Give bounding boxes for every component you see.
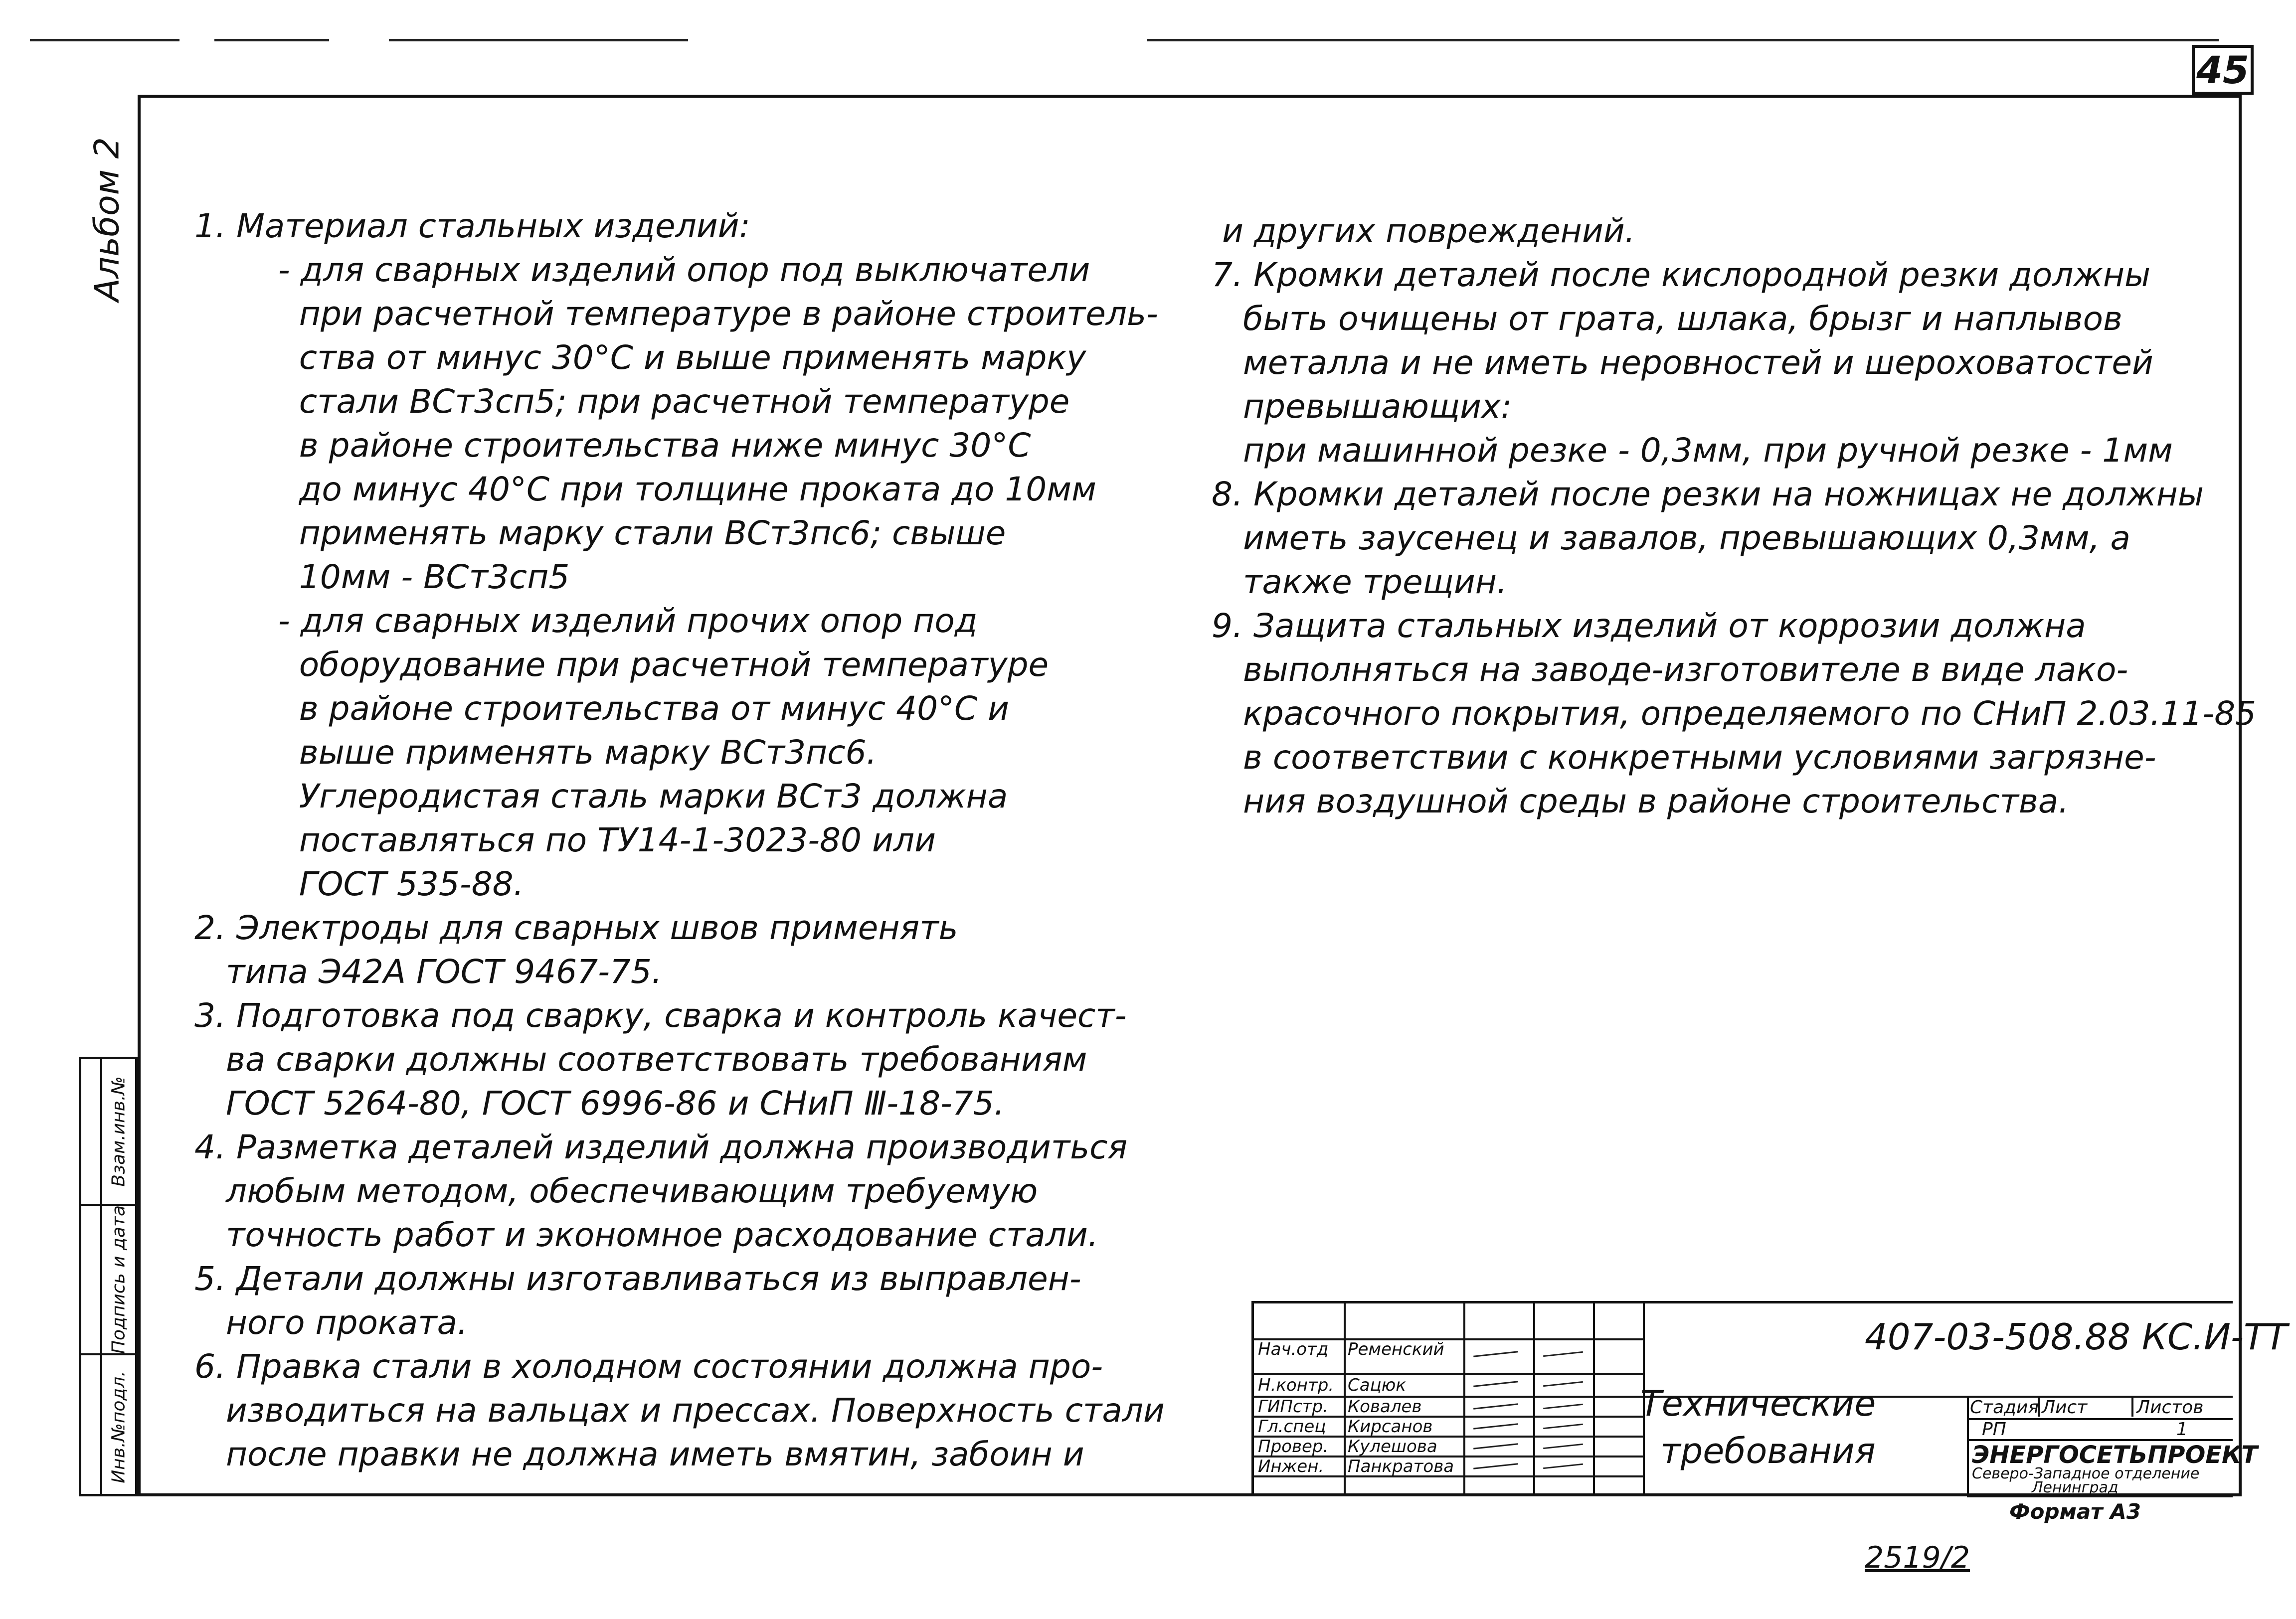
requirement-line: 6. Правка стали в холодном состоянии должна про- (194, 1347, 1103, 1386)
signature (1473, 1403, 1518, 1409)
date-mark (1543, 1381, 1583, 1387)
side-cell-inv: Инв.№подл. (102, 1353, 135, 1499)
requirement-line: применять марку стали ВСт3пс6; свыше (194, 514, 1006, 552)
scan-edge-line (214, 39, 329, 41)
requirement-line: стали ВСт3сп5; при расчетной температуре (194, 382, 1070, 421)
side-stamp-label-column (102, 1059, 135, 1494)
role-label: Провер. (1258, 1437, 1329, 1457)
requirement-line: в районе строительства от минус 40°С и (194, 689, 1010, 728)
requirement-line: ного проката. (194, 1303, 468, 1342)
person-name: Сацюк (1348, 1375, 1406, 1395)
requirement-line: также трещин. (1212, 563, 1507, 601)
date-mark (1543, 1444, 1583, 1449)
requirement-line: быть очищены от грата, шлака, брызг и наплывов (1212, 300, 2122, 338)
requirement-line: 7. Кромки деталей после кислородной резки должны (1212, 256, 2151, 294)
requirement-line: поставляться по ТУ14-1-3023-80 или (194, 821, 936, 859)
requirement-line: ния воздушной среды в районе строительства. (1212, 782, 2069, 820)
document-number: 407-03-508.88 КС.И-ТТ (1865, 1316, 2288, 1358)
role-label: Нач.отд (1258, 1339, 1329, 1359)
side-cell-sign: Подпись и дата (102, 1204, 135, 1353)
side-cell-replace: Взам.инв.№ (108, 1076, 129, 1187)
role-label: ГИПстр. (1258, 1397, 1328, 1417)
signature (1473, 1423, 1518, 1429)
page-number: 45 (2192, 45, 2254, 95)
signature (1473, 1463, 1518, 1469)
role-label: Н.контр. (1258, 1375, 1334, 1395)
date-mark (1543, 1463, 1583, 1469)
requirement-line: 2. Электроды для сварных швов применять (194, 909, 958, 947)
requirement-line: изводиться на вальцах и прессах. Поверхность стали (194, 1391, 1165, 1430)
person-name: Кирсанов (1348, 1417, 1433, 1437)
requirement-line: выполняться на заводе-изготовителе в виде лако- (1212, 650, 2128, 689)
scan-edge-line (30, 39, 179, 41)
requirement-line: 8. Кромки деталей после резки на ножницах не должны (1212, 475, 2204, 513)
date-mark (1543, 1424, 1583, 1429)
role-label: Гл.спец (1258, 1417, 1326, 1437)
requirement-line: 1. Материал стальных изделий: (194, 207, 750, 245)
requirements-right-column (1212, 209, 2256, 823)
requirement-line: до минус 40°С при толщине проката до 10мм (194, 470, 1096, 508)
album-label: Альбом 2 (87, 137, 127, 302)
person-name: Кулешова (1348, 1437, 1437, 1457)
side-stamp (79, 1057, 138, 1496)
sheets-header: Листов (2136, 1397, 2204, 1418)
sheet-header: Лист (2042, 1397, 2088, 1418)
stage-value: РП (1982, 1419, 2006, 1440)
date-mark (1543, 1404, 1583, 1409)
signature (1473, 1351, 1518, 1357)
person-name: Ременский (1348, 1339, 1444, 1359)
date-mark (1543, 1351, 1583, 1357)
requirement-line: - для сварных изделий прочих опор под (194, 602, 978, 640)
requirement-line: 9. Защита стальных изделий от коррозии должна (1212, 607, 2086, 645)
requirement-line: при расчетной температуре в районе строитель- (194, 295, 1158, 333)
person-name: Ковалев (1348, 1397, 1422, 1417)
requirements-left-column (194, 204, 1165, 1476)
requirement-line: после правки не должна иметь вмятин, забоин и (194, 1435, 1084, 1473)
requirement-line: красочного покрытия, определяемого по СНиП 2.03.11-85 (1212, 694, 2257, 733)
sheets-value: 1 (2176, 1419, 2188, 1440)
signature (1473, 1381, 1518, 1387)
requirement-line: ГОСТ 5264-80, ГОСТ 6996-86 и СНиП Ⅲ-18-75. (194, 1084, 1005, 1123)
side-stamp-blank-column (81, 1059, 102, 1494)
requirement-line: и других повреждений. (1212, 212, 1635, 250)
side-cell (81, 1353, 100, 1499)
side-cell (81, 1204, 100, 1353)
person-name: Панкратова (1348, 1457, 1454, 1476)
requirement-line: 5. Детали должны изготавливаться из выправлен- (194, 1260, 1081, 1298)
document-title-line: требования (1660, 1431, 1876, 1471)
scan-edge-line (1147, 39, 2219, 41)
requirement-line: превышающих: (1212, 387, 1512, 426)
requirement-line: ства от минус 30°С и выше применять марку (194, 338, 1086, 377)
requirement-line: точность работ и экономное расходование стали. (194, 1216, 1098, 1254)
format-label: Формат А3 (2009, 1499, 2141, 1524)
scan-edge-line (389, 39, 688, 41)
requirement-line: - для сварных изделий опор под выключатели (194, 251, 1090, 289)
signature (1473, 1443, 1518, 1449)
stage-header: Стадия (1970, 1397, 2039, 1418)
requirement-line: ГОСТ 535-88. (194, 865, 524, 903)
role-label: Инжен. (1258, 1457, 1324, 1476)
requirement-line: при машинной резке - 0,3мм, при ручной резке - 1мм (1212, 431, 2173, 470)
requirement-line: любым методом, обеспечивающим требуемую (194, 1172, 1038, 1210)
org-city: Ленинград (2032, 1479, 2119, 1496)
requirement-line: 4. Разметка деталей изделий должна производиться (194, 1128, 1128, 1166)
requirement-line: Углеродистая сталь марки ВСт3 должна (194, 777, 1008, 815)
document-title-line: Технические (1640, 1383, 1876, 1424)
sheet-code: 2519/2 (1865, 1540, 1970, 1575)
requirement-line: выше применять марку ВСт3пс6. (194, 733, 877, 772)
requirement-line: 3. Подготовка под сварку, сварка и контроль качест- (194, 996, 1127, 1035)
requirement-line: ва сварки должны соответствовать требованиям (194, 1040, 1087, 1079)
requirement-line: оборудование при расчетной температуре (194, 646, 1049, 684)
org-branch: Северо-Западное отделение (1972, 1465, 2200, 1482)
requirement-line: типа Э42А ГОСТ 9467-75. (194, 953, 662, 991)
requirement-line: металла и не иметь неровностей и шероховатостей (1212, 343, 2153, 382)
org-name: ЭНЕРГОСЕТЬПРОЕКТ (1972, 1441, 2258, 1469)
requirement-line: в районе строительства ниже минус 30°С (194, 426, 1031, 465)
requirement-line: 10мм - ВСт3сп5 (194, 558, 570, 596)
requirement-line: иметь заусенец и завалов, превышающих 0,3мм, а (1212, 519, 2130, 557)
requirement-line: в соответствии с конкретными условиями загрязне- (1212, 738, 2156, 777)
side-cell (81, 1059, 100, 1204)
